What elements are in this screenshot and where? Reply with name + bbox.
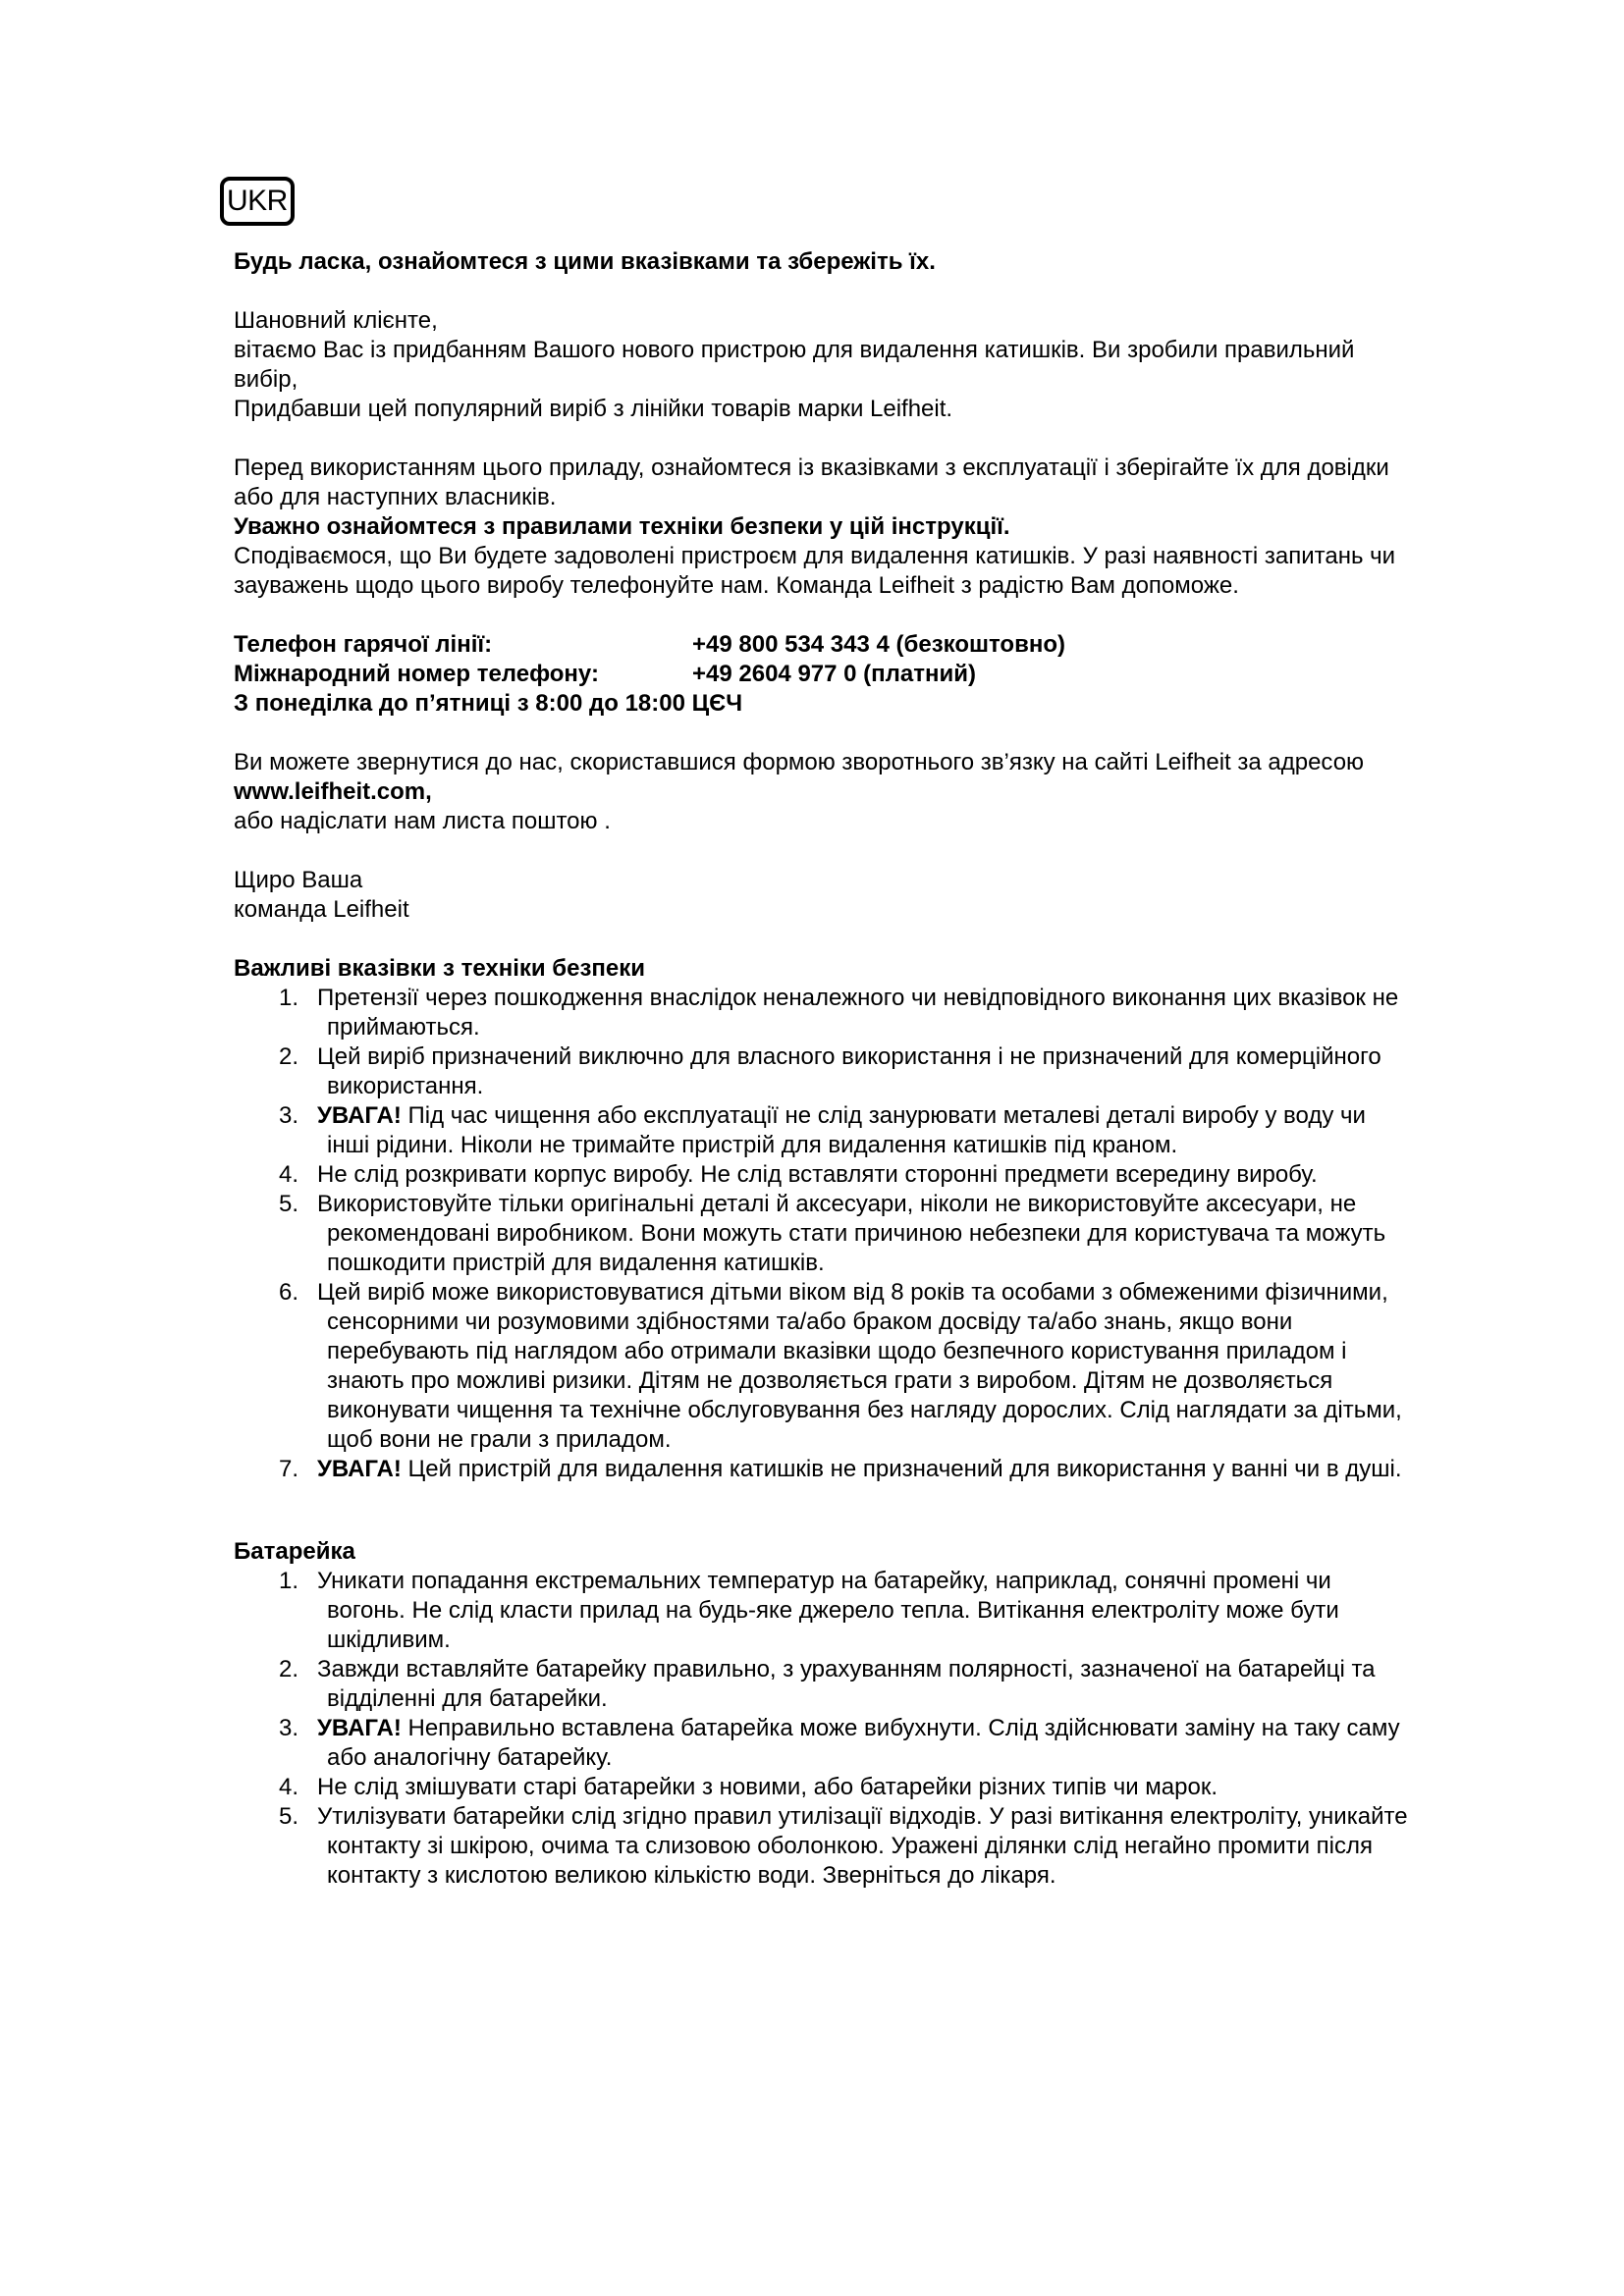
item-text: Під час чищення або експлуатації не слід занурювати металеві деталі виробу у воду чи інші рідини. Ніколи не тримайте пристрій для видалення катишків під краном. <box>327 1102 1366 1158</box>
item-number: 4. <box>279 1161 299 1188</box>
list-item <box>234 1190 1412 1278</box>
item-number: 3. <box>279 1102 299 1129</box>
list-item <box>234 1567 1412 1655</box>
usage-line-2: Сподіваємося, що Ви будете задоволені пристроєм для видалення катишків. У разі наявності запитань чи зауважень щодо цього виробу телефонуйте нам. Команда Leifheit з радістю Вам допоможе. <box>234 543 1396 599</box>
hotline-label: Телефон гарячої лінії: <box>234 631 493 658</box>
item-number: 1. <box>279 1568 299 1594</box>
website-link[interactable]: www.leifheit.com, <box>234 778 432 805</box>
international-label: Міжнародний номер телефону: <box>234 661 599 687</box>
item-number: 2. <box>279 1043 299 1070</box>
item-text: Цей виріб призначений виключно для власного використання і не призначений для комерційного використання. <box>317 1043 1381 1099</box>
hotline-hours: З понеділка до п’ятниці з 8:00 до 18:00 ЦЄЧ <box>234 690 743 717</box>
item-text: Претензії через пошкодження внаслідок неналежного чи невідповідного виконання цих вказівок не приймаються. <box>317 985 1399 1041</box>
list-item <box>234 1655 1412 1714</box>
list-item <box>234 1802 1412 1891</box>
warning-label: УВАГА! <box>317 1456 402 1482</box>
intro-line-2: Придбавши цей популярний виріб з лінійки товарів марки Leifheit. <box>234 396 953 422</box>
language-badge-label: UKR <box>220 177 295 226</box>
international-number: +49 2604 977 0 (платний) <box>692 661 976 687</box>
item-number: 7. <box>279 1456 299 1482</box>
safety-heading: Важливі вказівки з техніки безпеки <box>234 955 646 982</box>
item-text: Використовуйте тільки оригінальні деталі й аксесуари, ніколи не використовуйте аксесуари, не рекомендовані виробником. Вони можуть стати причиною небезпеки для користувача та можуть пошкодити пристрій для видалення катишків. <box>317 1191 1386 1276</box>
usage-line-1: Перед використанням цього приладу, ознайомтеся із вказівками з експлуатації і зберігайте їх для довідки або для наступних власників. <box>234 454 1389 510</box>
signoff-line-1: Щиро Ваша <box>234 867 363 893</box>
signoff-line-2: команда Leifheit <box>234 896 409 923</box>
list-item <box>234 1160 1412 1190</box>
list-item <box>234 1042 1412 1101</box>
item-text: Не слід розкривати корпус виробу. Не слід вставляти сторонні предмети всередину виробу. <box>317 1161 1318 1188</box>
contact-line-1 <box>234 748 1412 807</box>
battery-list <box>234 1567 1412 1891</box>
list-item <box>234 1773 1412 1802</box>
warning-label: УВАГА! <box>317 1102 402 1129</box>
item-text: Цей виріб може використовуватися дітьми віком від 8 років та особами з обмеженими фізичними, сенсорними чи розумовими здібностями та/або браком досвіду та/або знань, якщо вони перебувають під наглядом або отримали вказівки щодо безпечного користування приладом і знають про можливі ризики. Дітям не дозволяється грати з виробом. Дітям не дозволяється виконувати чищення та технічне обслуговування без нагляду дорослих. Слід наглядати за дітьми, щоб вони не грали з приладом. <box>317 1279 1402 1453</box>
hotline-block <box>234 630 1412 689</box>
safety-list <box>234 984 1412 1484</box>
item-number: 1. <box>279 985 299 1011</box>
list-item <box>234 1278 1412 1455</box>
greeting: Шановний клієнте, <box>234 307 438 334</box>
contact-text: Ви можете звернутися до нас, скориставшися формою зворотнього зв’язку на сайті Leifheit за адресою <box>234 749 1365 775</box>
document-page <box>227 177 1412 1891</box>
list-item <box>234 984 1412 1042</box>
usage-warning: Уважно ознайомтеся з правилами техніки безпеки у цій інструкції. <box>234 513 1010 540</box>
hotline-number: +49 800 534 343 4 (безкоштовно) <box>692 631 1065 658</box>
item-text: Утилізувати батарейки слід згідно правил утилізації відходів. У разі витікання електроліту, уникайте контакту зі шкірою, очима та слизовою оболонкою. Уражені ділянки слід негайно промити після контакту з кислотою великою кількістю води. Зверніться до лікаря. <box>317 1803 1408 1889</box>
item-text: Неправильно вставлена батарейка може вибухнути. Слід здійснювати заміну на таку саму або аналогічну батарейку. <box>327 1715 1400 1771</box>
battery-heading: Батарейка <box>234 1538 355 1565</box>
document-title: Будь ласка, ознайомтеся з цими вказівками та збережіть їх. <box>234 248 936 275</box>
item-number: 6. <box>279 1279 299 1306</box>
language-badge <box>227 177 1412 226</box>
item-number: 3. <box>279 1715 299 1741</box>
contact-line-2: або надіслати нам листа поштою . <box>234 808 611 834</box>
list-item <box>234 1101 1412 1160</box>
list-item <box>234 1714 1412 1773</box>
warning-label: УВАГА! <box>317 1715 402 1741</box>
item-number: 5. <box>279 1803 299 1830</box>
item-text: Уникати попадання екстремальних температур на батарейку, наприклад, сонячні промені чи вогонь. Не слід класти прилад на будь-яке джерело тепла. Витікання електроліту може бути шкідливим. <box>317 1568 1339 1653</box>
item-number: 2. <box>279 1656 299 1682</box>
intro-line-1: вітаємо Вас із придбанням Вашого нового пристрою для видалення катишків. Ви зробили правильний вибір, <box>234 337 1355 393</box>
item-number: 4. <box>279 1774 299 1800</box>
item-text: Завжди вставляйте батарейку правильно, з урахуванням полярності, зазначеної на батарейці та відділенні для батарейки. <box>317 1656 1376 1712</box>
item-number: 5. <box>279 1191 299 1217</box>
item-text: Не слід змішувати старі батарейки з новими, або батарейки різних типів чи марок. <box>317 1774 1218 1800</box>
item-text: Цей пристрій для видалення катишків не призначений для використання у ванні чи в душі. <box>401 1456 1402 1482</box>
list-item <box>234 1455 1412 1484</box>
